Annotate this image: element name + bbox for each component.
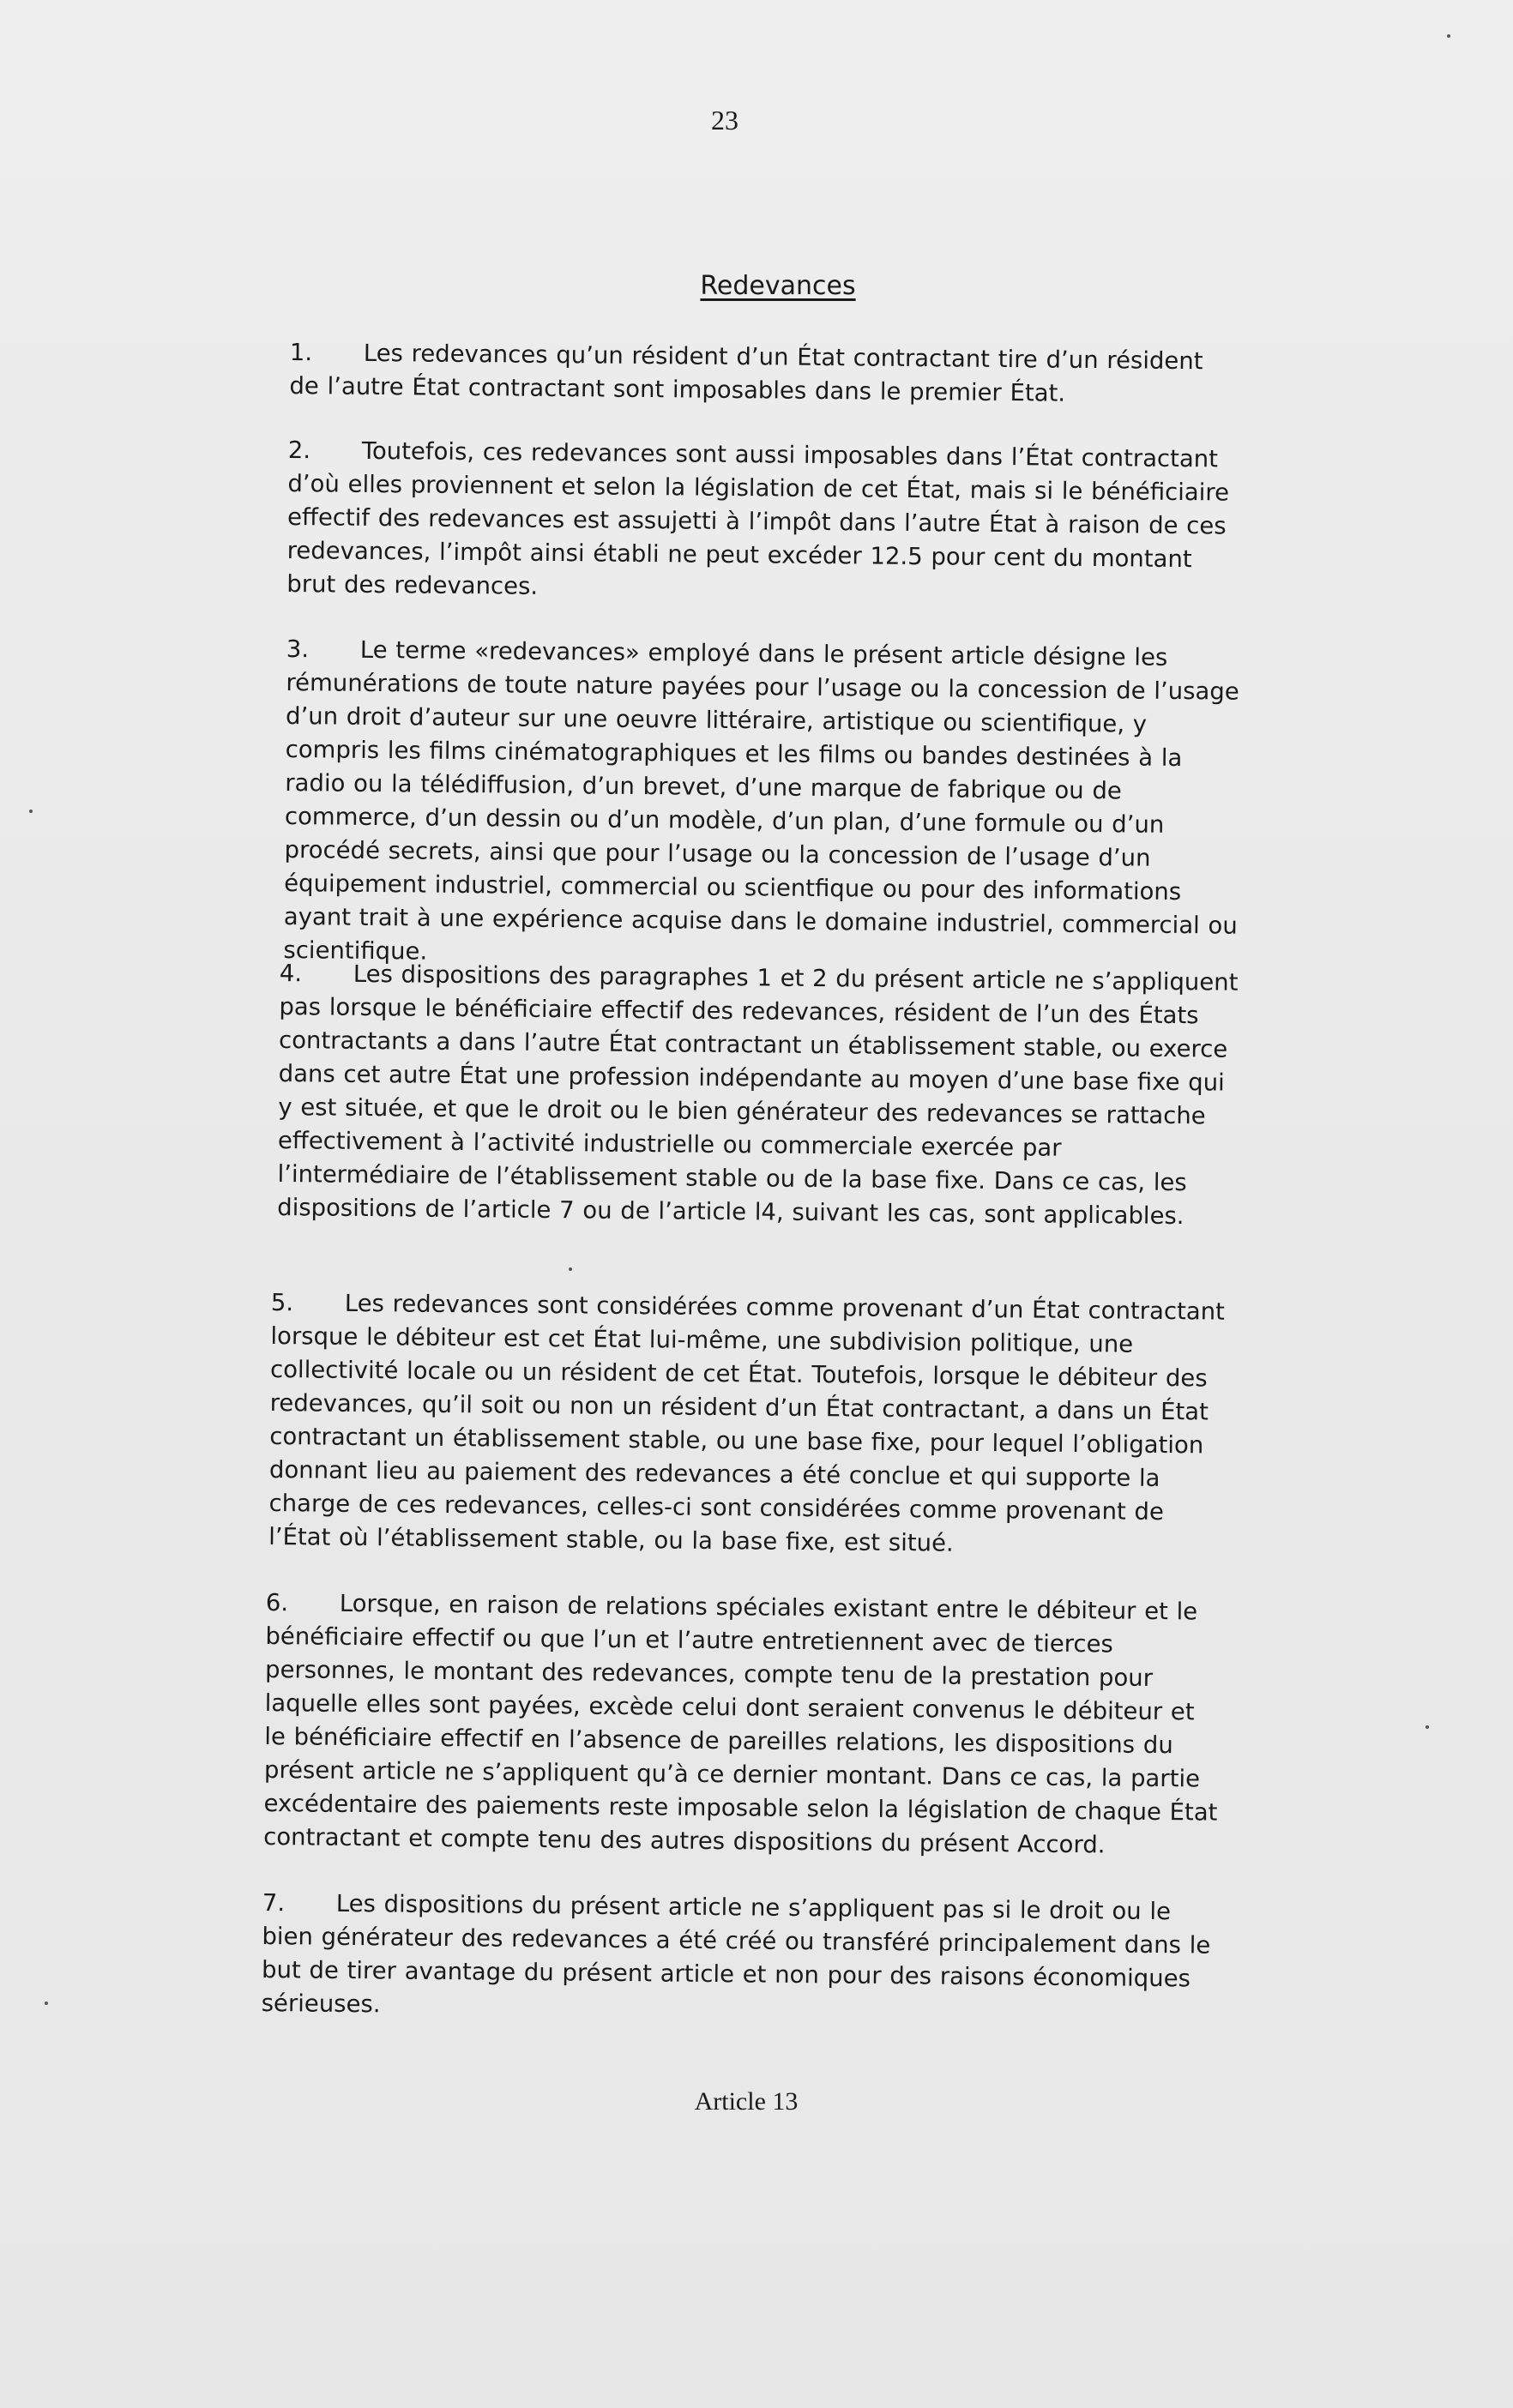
paragraph-number: 1. [289,338,313,367]
paragraph-number: 4. [279,959,303,988]
paragraph-number: 7. [262,1888,286,1917]
paragraph-2 [286,434,1240,611]
paragraph-number: 6. [265,1588,289,1617]
paragraph-1 [289,336,1235,412]
paragraph-4 [277,957,1240,1234]
paragraph-number: 3. [286,635,310,664]
paragraph-3 [283,633,1240,977]
paragraph-text: Les dispositions des paragraphes 1 et 2 du présent article ne s’appliquent pas lorsque le bénéficiaire effectif des redevances, résident de l’un des États contractants a dans l’autre État contractant un établissement stable, ou exerce dans cet autre État une profession indépendante au moyen d’une base fixe qui y est située, et que le droit ou le bien générateur des redevances se rattache effectivement à l’activité industrielle ou commerciale exercée par l’intermédiaire de l’établissement stable ou de la base fixe. Dans ce cas, les dispositions de l’article 7 ou de l’article l4, suivant les cas, sont applicables. [277,960,1239,1231]
paragraph-7 [262,1887,1215,2030]
paragraph-6 [263,1586,1225,1863]
paragraph-text: Les dispositions du présent article ne s’appliquent pas si le droit ou le bien générateur des redevances a été créé ou transféré principalement dans le but de tirer avantage du présent article et non pour des raisons économiques sérieuses. [261,1889,1211,2019]
paragraph-number: 2. [287,436,311,465]
scan-speck [1426,1725,1429,1729]
paragraph-number: 5. [270,1288,294,1317]
scan-speck [29,810,33,813]
paragraph-text: Les redevances sont considérées comme provenant d’un État contractant lorsque le débiteur est cet État lui-même, une subdivision politique, une collectivité locale ou un résident de cet État. Toutefois, lorsque le débiteur des redevances, qu’il soit ou non un résident d’un État contractant, a dans un État contractant un établissement stable, ou une base fixe, pour lequel l’obligation donnant lieu au paiement des redevances a été conclue et qui supporte la charge de ces redevances, celles-ci sont considérées comme provenant de l’État où l’établissement stable, ou la base fixe, est situé. [268,1289,1226,1557]
scan-speck [45,2002,48,2005]
scan-speck [569,1267,572,1271]
section-heading: Redevances [700,271,856,301]
paragraph-text: Les redevances qu’un résident d’un État contractant tire d’un résident de l’autre État contractant sont imposables dans le premier État. [289,339,1203,407]
article-footer: Article 13 [694,2087,799,2116]
paragraph-text: Lorsque, en raison de relations spéciales existant entre le débiteur et le bénéficiaire effectif ou que l’un et l’autre entretiennent avec de tierces personnes, le montant des redevances, compte tenu de la prestation pour laquelle elles sont payées, excède celui dont seraient convenus le débiteur et le bénéficiaire effectif en l’absence de pareilles relations, les dispositions du présent article ne s’appliquent qu’à ce dernier montant. Dans ce cas, la partie excédentaire des paiements reste imposable selon la législation de chaque État contractant et compte tenu des autres dispositions du présent Accord. [263,1589,1218,1859]
page-number: 23 [711,105,738,135]
paragraph-text: Le terme «redevances» employé dans le présent article désigne les rémunérations de toute nature payées pour l’usage ou la concession de l’usage d’un droit d’auteur sur une oeuvre littéraire, artistique ou scientifique, y compris les films cinématographiques et les films ou bandes destinées à la radio ou la télédiffusion, d’un brevet, d’une marque de fabrique ou de commerce, d’un dessin ou d’un modèle, d’un plan, d’une formule ou d’un procédé secrets, ainsi que pour l’usage ou la concession de l’usage d’un équipement industriel, commercial ou scientfique ou pour des informations ayant trait à une expérience acquise dans le domaine industriel, commercial ou scientifique. [283,635,1239,966]
paragraph-5 [268,1286,1232,1563]
paragraph-text: Toutefois, ces redevances sont aussi imposables dans l’État contractant d’où elles proviennent et selon la législation de cet État, mais si le bénéficiaire effectif des redevances est assujetti à l’impôt dans l’autre État à raison de ces redevances, l’impôt ainsi établi ne peut excéder 12.5 pour cent du montant brut des redevances. [286,436,1230,600]
scan-speck [1447,34,1450,38]
